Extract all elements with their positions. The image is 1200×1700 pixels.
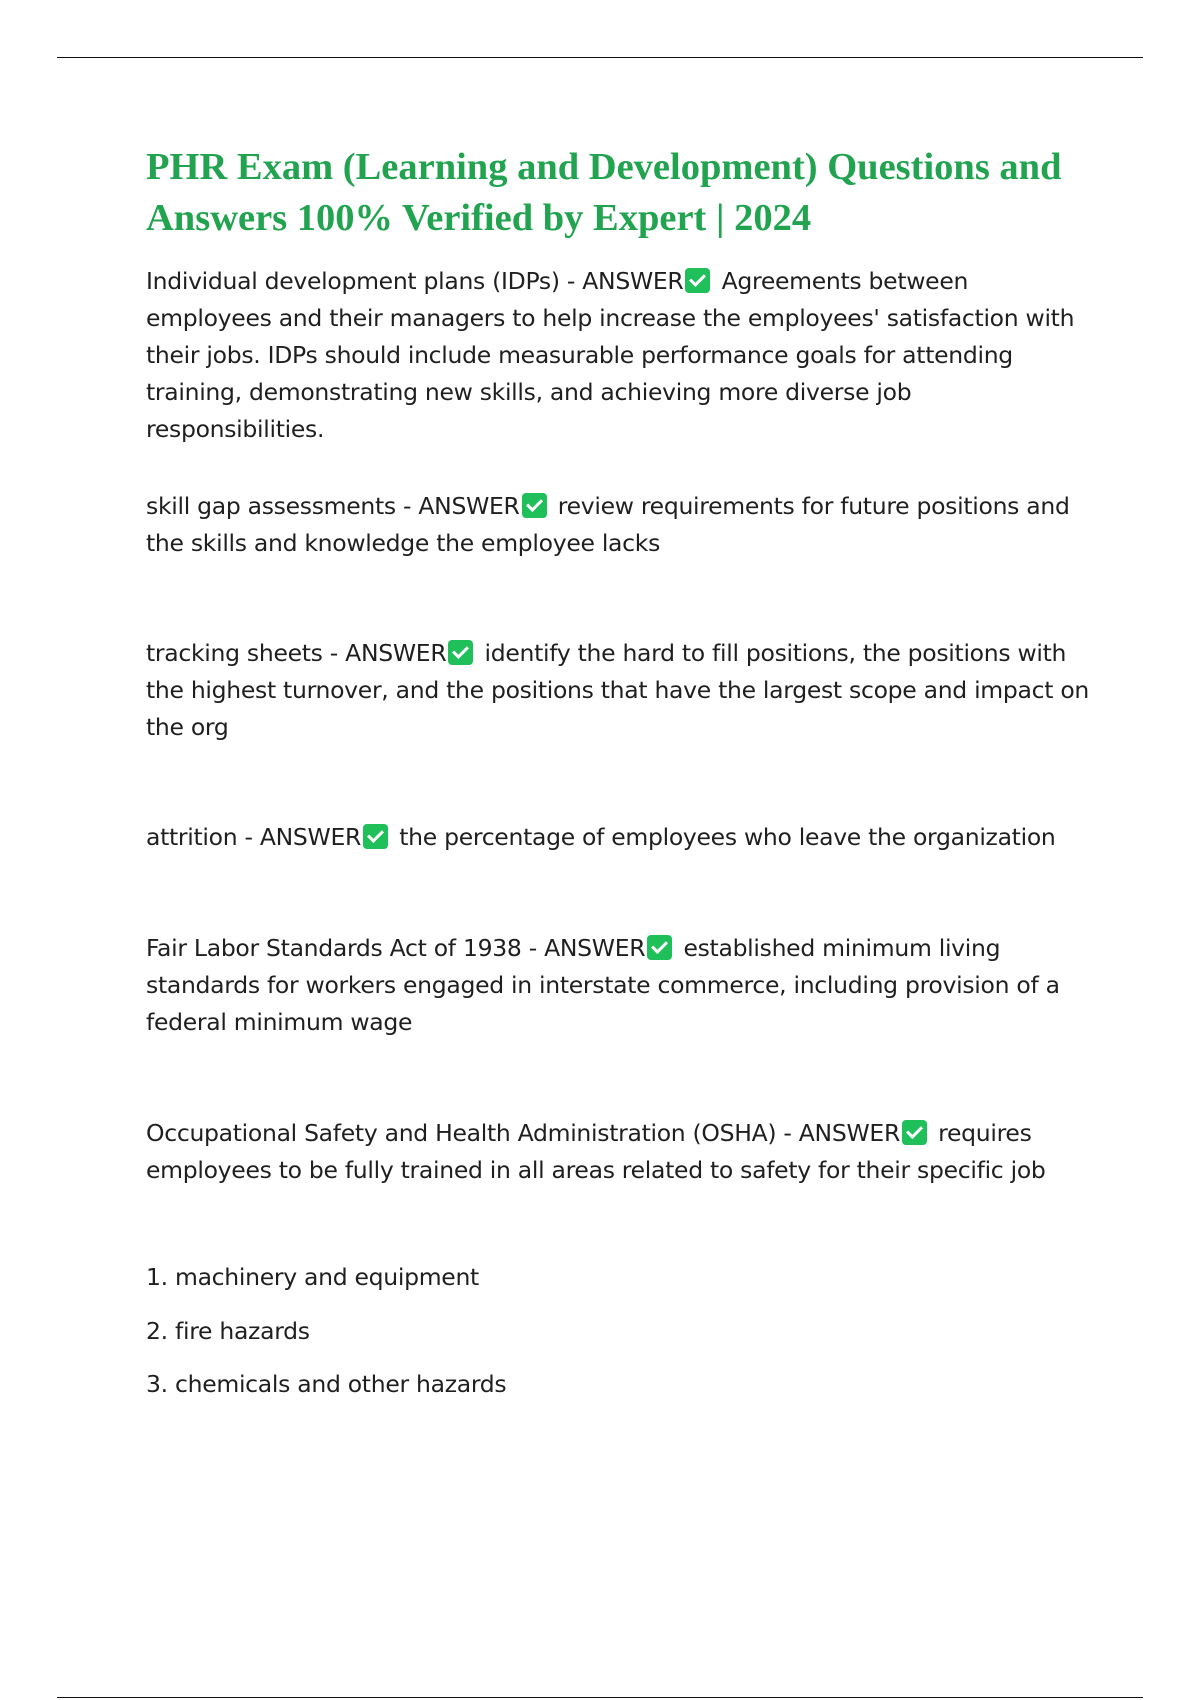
- qa-entry: attrition - ANSWER the percentage of employees who leave the organization: [146, 823, 1056, 851]
- answer-label: ANSWER: [418, 492, 520, 520]
- entry-term: Fair Labor Standards Act of 1938: [146, 934, 522, 962]
- qa-entry: Occupational Safety and Health Administration (OSHA) - ANSWER requires employees to be fully trained in all areas related to safety for their specific job: [146, 1119, 1046, 1184]
- entry-definition: requires employees to be fully trained in all areas related to safety for their specific job: [146, 1119, 1046, 1184]
- entry-term: tracking sheets: [146, 639, 323, 667]
- page-title: PHR Exam (Learning and Development) Questions and Answers 100% Verified by Expert | 2024: [146, 146, 1062, 239]
- check-mark-icon: [363, 824, 388, 849]
- qa-entry: Individual development plans (IDPs) - ANSWER Agreements between employees and their managers to help increase the employees' satisfaction with their jobs. IDPs should include measurable performance goals for attending training, demonstrating new skills, and achieving more diverse job responsibilities.: [146, 267, 1075, 443]
- check-mark-icon: [902, 1120, 927, 1145]
- check-mark-icon: [448, 640, 473, 665]
- list-item: 1. machinery and equipment: [146, 1263, 479, 1291]
- qa-entry: tracking sheets - ANSWER identify the hard to fill positions, the positions with the highest turnover, and the positions that have the largest scope and impact on the org: [146, 639, 1089, 741]
- entry-definition: Agreements between employees and their managers to help increase the employees' satisfaction with their jobs. IDPs should include measurable performance goals for attending training, demonstrating new skills, and achieving more diverse job responsibilities.: [146, 267, 1075, 443]
- entry-definition: review requirements for future positions and the skills and knowledge the employee lacks: [146, 492, 1070, 557]
- top-rule: [57, 57, 1143, 58]
- qa-entry: skill gap assessments - ANSWER review requirements for future positions and the skills and knowledge the employee lacks: [146, 492, 1070, 557]
- entry-definition: identify the hard to fill positions, the positions with the highest turnover, and the positions that have the largest scope and impact on the org: [146, 639, 1089, 741]
- answer-label: ANSWER: [259, 823, 362, 851]
- check-mark-icon: [647, 935, 672, 960]
- check-mark-icon: [522, 493, 547, 518]
- entry-definition: the percentage of employees who leave the organization: [399, 823, 1056, 851]
- answer-label: ANSWER: [798, 1119, 900, 1147]
- answer-label: ANSWER: [544, 934, 646, 962]
- entry-term: Occupational Safety and Health Administration (OSHA): [146, 1119, 777, 1147]
- entry-term: skill gap assessments: [146, 492, 396, 520]
- entry-term: attrition: [146, 823, 238, 851]
- check-mark-icon: [685, 268, 710, 293]
- list-item: 2. fire hazards: [146, 1317, 310, 1345]
- answer-label: ANSWER: [582, 267, 684, 295]
- entry-term: Individual development plans (IDPs): [146, 267, 560, 295]
- qa-entry: Fair Labor Standards Act of 1938 - ANSWER established minimum living standards for workers engaged in interstate commerce, including provision of a federal minimum wage: [146, 934, 1060, 1036]
- list-item: 3. chemicals and other hazards: [146, 1370, 507, 1398]
- entry-definition: established minimum living standards for workers engaged in interstate commerce, including provision of a federal minimum wage: [146, 934, 1060, 1036]
- answer-label: ANSWER: [345, 639, 447, 667]
- bottom-rule: [57, 1697, 1143, 1698]
